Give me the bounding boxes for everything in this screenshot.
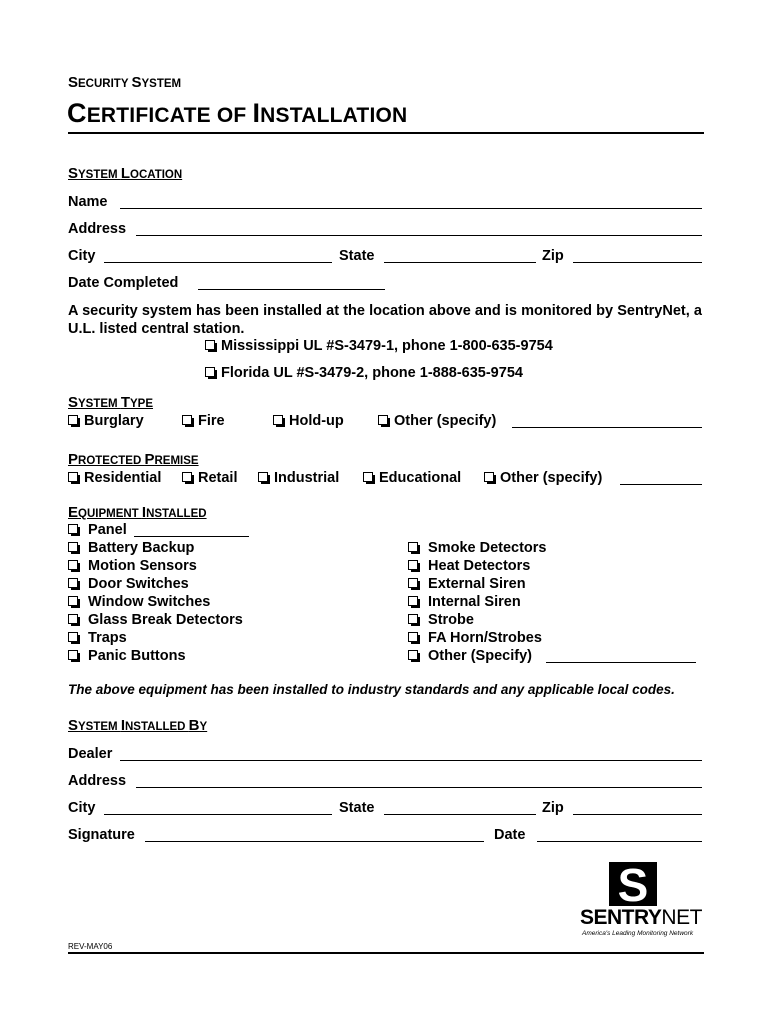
- installer-city-label: City: [68, 800, 96, 816]
- premise-educational[interactable]: Educational: [363, 470, 461, 486]
- installer-address-field[interactable]: [136, 787, 702, 788]
- installer-state-label: State: [339, 800, 375, 816]
- equipment-traps[interactable]: Traps: [68, 630, 127, 646]
- equipment-internal-siren[interactable]: Internal Siren: [408, 594, 521, 610]
- checkbox-icon[interactable]: [408, 614, 418, 624]
- station-florida-option[interactable]: Florida UL #S-3479-2, phone 1-888-635-9754: [205, 365, 523, 381]
- section-heading-system-installed-by: SYSTEM INSTALLED BY: [68, 717, 208, 734]
- equipment-fa-horn-strobes[interactable]: FA Horn/Strobes: [408, 630, 542, 646]
- revision-code: REV-MAY06: [68, 942, 113, 951]
- section-heading-system-type: SYSTEM TYPE: [68, 394, 154, 411]
- checkbox-icon[interactable]: [68, 524, 78, 534]
- equipment-panic-buttons[interactable]: Panic Buttons: [68, 648, 186, 664]
- checkbox-icon[interactable]: [484, 472, 494, 482]
- checkbox-icon[interactable]: [408, 596, 418, 606]
- equipment-heat-detectors[interactable]: Heat Detectors: [408, 558, 530, 574]
- sentrynet-logo-mark: S: [609, 862, 657, 906]
- location-state-field[interactable]: [384, 262, 536, 263]
- checkbox-icon[interactable]: [363, 472, 373, 482]
- installer-zip-label: Zip: [542, 800, 564, 816]
- checkbox-icon[interactable]: [68, 632, 78, 642]
- checkbox-icon[interactable]: [182, 415, 192, 425]
- equipment-panel-field[interactable]: [134, 536, 249, 537]
- checkbox-icon[interactable]: [68, 542, 78, 552]
- document-title: CERTIFICATE OF INSTALLATION: [67, 98, 408, 128]
- title-rule: [68, 132, 704, 134]
- checkbox-icon[interactable]: [205, 340, 215, 350]
- installer-address-label: Address: [68, 773, 127, 789]
- checkbox-icon[interactable]: [68, 578, 78, 588]
- location-name-label: Name: [68, 194, 108, 210]
- installer-dealer-field[interactable]: [120, 760, 702, 761]
- system-type-other-field[interactable]: [512, 427, 702, 428]
- equipment-strobe[interactable]: Strobe: [408, 612, 474, 628]
- equipment-smoke-detectors[interactable]: Smoke Detectors: [408, 540, 547, 556]
- checkbox-icon[interactable]: [408, 632, 418, 642]
- system-type-other[interactable]: Other (specify): [378, 413, 496, 429]
- checkbox-icon[interactable]: [68, 614, 78, 624]
- installer-city-field[interactable]: [104, 814, 332, 815]
- installer-signature-field[interactable]: [145, 841, 484, 842]
- location-address-field[interactable]: [136, 235, 702, 236]
- checkbox-icon[interactable]: [68, 650, 78, 660]
- checkbox-icon[interactable]: [378, 415, 388, 425]
- installer-dealer-label: Dealer: [68, 746, 113, 762]
- location-zip-field[interactable]: [573, 262, 702, 263]
- system-type-fire[interactable]: Fire: [182, 413, 225, 429]
- equipment-other-field[interactable]: [546, 662, 696, 663]
- checkbox-icon[interactable]: [68, 596, 78, 606]
- section-heading-equipment-installed: EQUIPMENT INSTALLED: [68, 504, 207, 521]
- system-type-hold-up[interactable]: Hold-up: [273, 413, 344, 429]
- installer-zip-field[interactable]: [573, 814, 702, 815]
- location-address-label: Address: [68, 221, 127, 237]
- premise-industrial[interactable]: Industrial: [258, 470, 339, 486]
- installer-date-field[interactable]: [537, 841, 702, 842]
- equipment-other[interactable]: Other (Specify): [408, 648, 532, 664]
- equipment-motion-sensors[interactable]: Motion Sensors: [68, 558, 197, 574]
- equipment-door-switches[interactable]: Door Switches: [68, 576, 189, 592]
- checkbox-icon[interactable]: [408, 578, 418, 588]
- premise-retail[interactable]: Retail: [182, 470, 238, 486]
- sentrynet-tagline: America's Leading Monitoring Network: [582, 930, 694, 937]
- location-name-field[interactable]: [120, 208, 702, 209]
- location-city-label: City: [68, 248, 96, 264]
- station-mississippi-option[interactable]: Mississippi UL #S-3479-1, phone 1-800-635-9754: [205, 338, 553, 354]
- premise-other[interactable]: Other (specify): [484, 470, 602, 486]
- premise-residential[interactable]: Residential: [68, 470, 161, 486]
- checkbox-icon[interactable]: [205, 367, 215, 377]
- location-date-label: Date Completed: [68, 275, 179, 291]
- checkbox-icon[interactable]: [182, 472, 192, 482]
- equipment-panel[interactable]: Panel: [68, 522, 127, 538]
- checkbox-icon[interactable]: [408, 560, 418, 570]
- checkbox-icon[interactable]: [408, 542, 418, 552]
- location-zip-label: Zip: [542, 248, 564, 264]
- checkbox-icon[interactable]: [68, 560, 78, 570]
- location-date-field[interactable]: [198, 289, 385, 290]
- checkbox-icon[interactable]: [408, 650, 418, 660]
- section-heading-protected-premise: PROTECTED PREMISE: [68, 451, 199, 468]
- location-state-label: State: [339, 248, 375, 264]
- checkbox-icon[interactable]: [68, 415, 78, 425]
- installer-date-label: Date: [494, 827, 526, 843]
- installer-signature-label: Signature: [68, 827, 135, 843]
- equipment-battery-backup[interactable]: Battery Backup: [68, 540, 194, 556]
- checkbox-icon[interactable]: [68, 472, 78, 482]
- checkbox-icon[interactable]: [273, 415, 283, 425]
- checkbox-icon[interactable]: [258, 472, 268, 482]
- system-type-burglary[interactable]: Burglary: [68, 413, 144, 429]
- location-city-field[interactable]: [104, 262, 332, 263]
- monitoring-statement: A security system has been installed at the location above and is monitored by SentryNet, a U.L. listed central station.: [68, 303, 702, 337]
- section-heading-system-location: SYSTEM LOCATION: [68, 165, 183, 182]
- premise-other-field[interactable]: [620, 484, 702, 485]
- equipment-standards-note: The above equipment has been installed to industry standards and any applicable local codes.: [68, 682, 675, 697]
- equipment-window-switches[interactable]: Window Switches: [68, 594, 210, 610]
- document-supertitle: SECURITY SYSTEM: [68, 74, 182, 91]
- sentrynet-wordmark: SENTRYNET: [580, 906, 702, 929]
- installer-state-field[interactable]: [384, 814, 536, 815]
- footer-rule: [68, 952, 704, 954]
- equipment-external-siren[interactable]: External Siren: [408, 576, 526, 592]
- equipment-glass-break-detectors[interactable]: Glass Break Detectors: [68, 612, 243, 628]
